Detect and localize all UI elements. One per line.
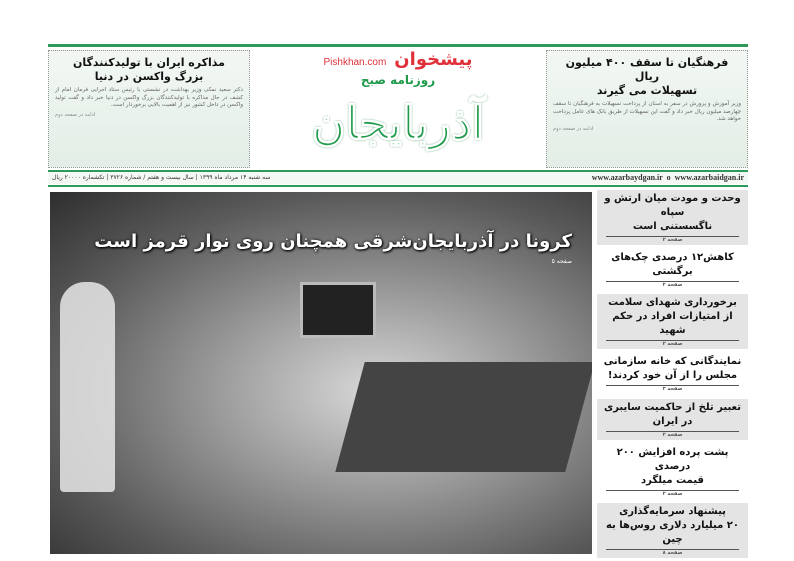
news-item[interactable] [597,503,748,558]
news-page-ref: صفحه ۳ [606,385,739,393]
masthead-logo [262,48,534,168]
news-title-1: برخورداری شهدای سلامت [608,297,737,309]
watermark-url: Pishkhan.com [323,57,387,68]
main-photo[interactable] [50,192,592,554]
website-link[interactable]: www.azarbaydgan.ir [591,173,663,182]
teaser-ref: ادامه در صفحه دوم [55,111,96,118]
news-title-2: قیمت میلگرد [641,474,704,486]
news-title-2: از امتیازات افراد در حکم شهید [612,311,733,337]
news-title-1: وحدت و مودت میان ارتش و سپاه [604,193,741,218]
rule [48,185,748,187]
news-page-ref: صفحه ۸ [606,549,739,557]
masthead-subtitle: روزنامه صبح [360,73,436,87]
teaser-title-2: تسهیلات می گیرند [596,84,698,97]
news-title-2: در ایران [652,415,693,427]
news-item[interactable] [597,294,748,349]
main-headline[interactable]: کرونا در آذربایجان‌شرقی همچنان روی نوار قرمز است [94,231,572,252]
top-rule [48,44,748,47]
news-title-1: کاهش۱۲ درصدی چک‌های برگشتی [611,252,734,278]
news-page-ref: صفحه ۲ [606,281,739,289]
news-item[interactable] [597,249,748,290]
issue-date: سه شنبه ۱۴ مرداد ماه ۱۳۹۹ | سال بیست و هفتم / شماره ۳۷۲۶ | تکشماره ۲۰۰۰۰ ریال [52,174,271,181]
news-column [597,190,748,558]
teaser-title-1: مذاکره ایران با تولیدکنندگان [73,56,225,69]
photo-monitor [300,282,376,338]
news-page-ref: صفحه ۲ [606,490,739,498]
left-teaser-box[interactable] [48,50,250,168]
news-title-1: نمایندگانی که خانه سازمانی [603,356,742,368]
teaser-ref: ادامه در صفحه دوم [553,125,594,132]
news-item[interactable] [597,353,748,394]
news-title-2: مجلس را از آن خود کردند! [607,370,738,382]
photo-figure [60,282,115,492]
news-title-1: تعبیر تلخ از حاکمیت سایبری [604,401,741,413]
news-page-ref: صفحه ۲ [606,340,739,348]
teaser-body: وزیر آموزش و پرورش در سفر به استان از پرداخت تسهیلات به فرهنگیان تا سقف چهارصد میلیون ریال خبر داد و گفت این تسهیلات از طریق بانک های عامل پرداخت خواهد شد. [553,101,741,122]
right-teaser-box[interactable] [546,50,748,168]
teaser-body: دکتر سعید نمکی وزیر بهداشت در نشستی با رئیس ستاد اجرایی فرمان امام از کشف در حال مذاکره با تولیدکنندگان بزرگ واکسن در دنیا خبر داد و گفت تولید واکسن در داخل کشور نیز از اهمیت بالایی برخوردار است. [55,87,243,108]
news-item[interactable] [597,190,748,245]
website-link[interactable]: www.azarbaidgan.ir [674,173,744,182]
headline-page-ref: صفحه ۵ [551,258,572,265]
news-page-ref: صفحه ۲ [606,236,739,244]
news-item[interactable] [597,399,748,440]
teaser-title-2: بزرگ واکسن در دنیا [94,70,204,83]
news-title-2: ۲۰ میلیارد دلاری روس‌ها به چین [605,519,739,545]
teaser-title-1: فرهنگیان تا سقف ۴۰۰ میلیون ریال [565,56,729,83]
news-title-1: پشت پرده افزایش ۲۰۰ درصدی [616,446,729,472]
news-title-1: پیشنهاد سرمایه‌گذاری [619,505,726,517]
news-page-ref: صفحه ۲ [606,431,739,439]
masthead-title: آذربایجان [311,96,485,150]
news-item[interactable] [597,444,748,499]
info-bar: سه شنبه ۱۴ مرداد ماه ۱۳۹۹ | سال بیست و هفتم / شماره ۳۷۲۶ | تکشماره ۲۰۰۰۰ ریال www.azarbaydgan.ir o www.azarbaidgan.ir [48,172,748,184]
news-title-2: ناگسستنی است [632,221,713,232]
watermark: پیشخوان [394,49,473,70]
photo-bed [335,362,592,472]
